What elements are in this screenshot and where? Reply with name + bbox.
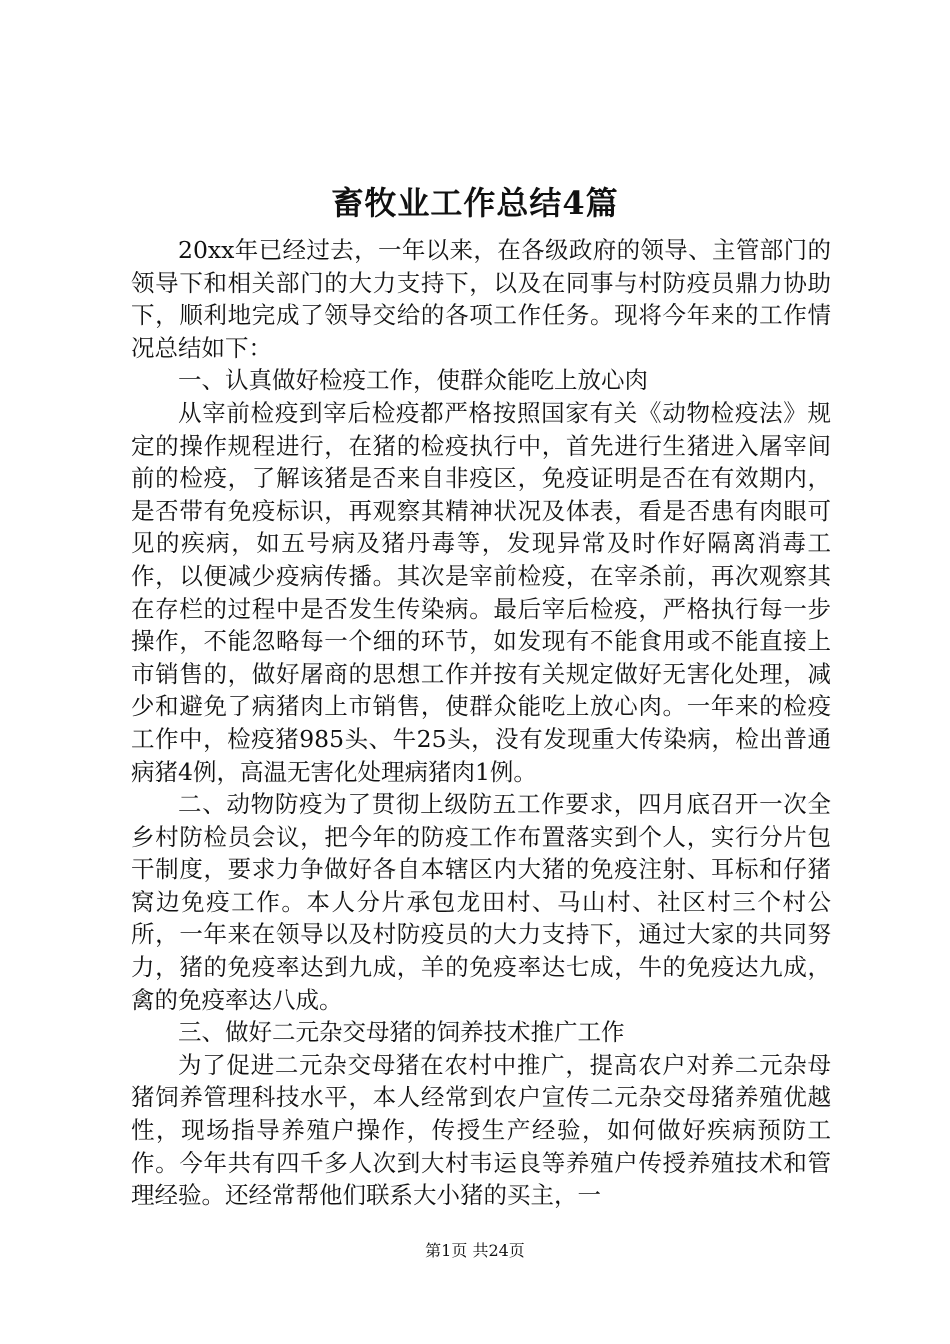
section-heading-1: 一、认真做好检疫工作，使群众能吃上放心肉	[178, 366, 648, 395]
paragraph-inspection: 从宰前检疫到宰后检疫都严格按照国家有关《动物检疫法》规定的操作规程进行，在猪的检疫执行中，首先进行生猪进入屠宰间前的检疫，了解该猪是否来自非疫区，免疫证明是否在有效期内，是否带有免疫标识，再观察其精神状况及体表，看是否患有肉眼可见的疾病，如五号病及猪丹毒等，发现异常及时作好隔离消毒工作，以便减少疫病传播。其次是宰前检疫，在宰杀前，再次观察其在存栏的过程中是否发生传染病。最后宰后检疫，严格执行每一步操作，不能忽略每一个细的环节，如发现有不能食用或不能直接上市销售的，做好屠商的思想工作并按有关规定做好无害化处理，减少和避免了病猪肉上市销售，使群众能吃上放心肉。一年来的检疫工作中，检疫猪985头、牛25头，没有发现重大传染病，检出普通病猪4例，高温无害化处理病猪肉1例。	[131, 398, 831, 786]
paragraph-breeding: 为了促进二元杂交母猪在农村中推广，提高农户对养二元杂母猪饲养管理科技水平，本人经常到农户宣传二元杂交母猪养殖优越性，现场指导养殖户操作，传授生产经验，如何做好疾病预防工作。今年共有四千多人次到大村韦运良等养殖户传授养殖技术和管理经验。还经常帮他们联系大小猪的买主，一	[131, 1050, 831, 1210]
document-title: 畜牧业工作总结4篇	[331, 184, 619, 222]
page-footer: 第1页 共24页	[425, 1241, 525, 1260]
paragraph-intro: 20xx年已经过去，一年以来，在各级政府的领导、主管部门的领导下和相关部门的大力支持下，以及在同事与村防疫员鼎力协助下，顺利地完成了领导交给的各项工作任务。现将今年来的工作情况总结如下：	[131, 236, 831, 362]
section-heading-3: 三、做好二元杂交母猪的饲养技术推广工作	[178, 1018, 625, 1047]
document-body	[131, 234, 831, 1212]
paragraph-epidemic-prevention: 二、动物防疫为了贯彻上级防五工作要求，四月底召开一次全乡村防检员会议，把今年的防疫工作布置落实到个人，实行分片包干制度，要求力争做好各自本辖区内大猪的免疫注射、耳标和仔猪窝边免疫工作。本人分片承包龙田村、马山村、社区村三个村公所，一年来在领导以及村防疫员的大力支持下，通过大家的共同努力，猪的免疫率达到九成，羊的免疫率达七成，牛的免疫达九成，禽的免疫率达八成。	[131, 790, 831, 1014]
